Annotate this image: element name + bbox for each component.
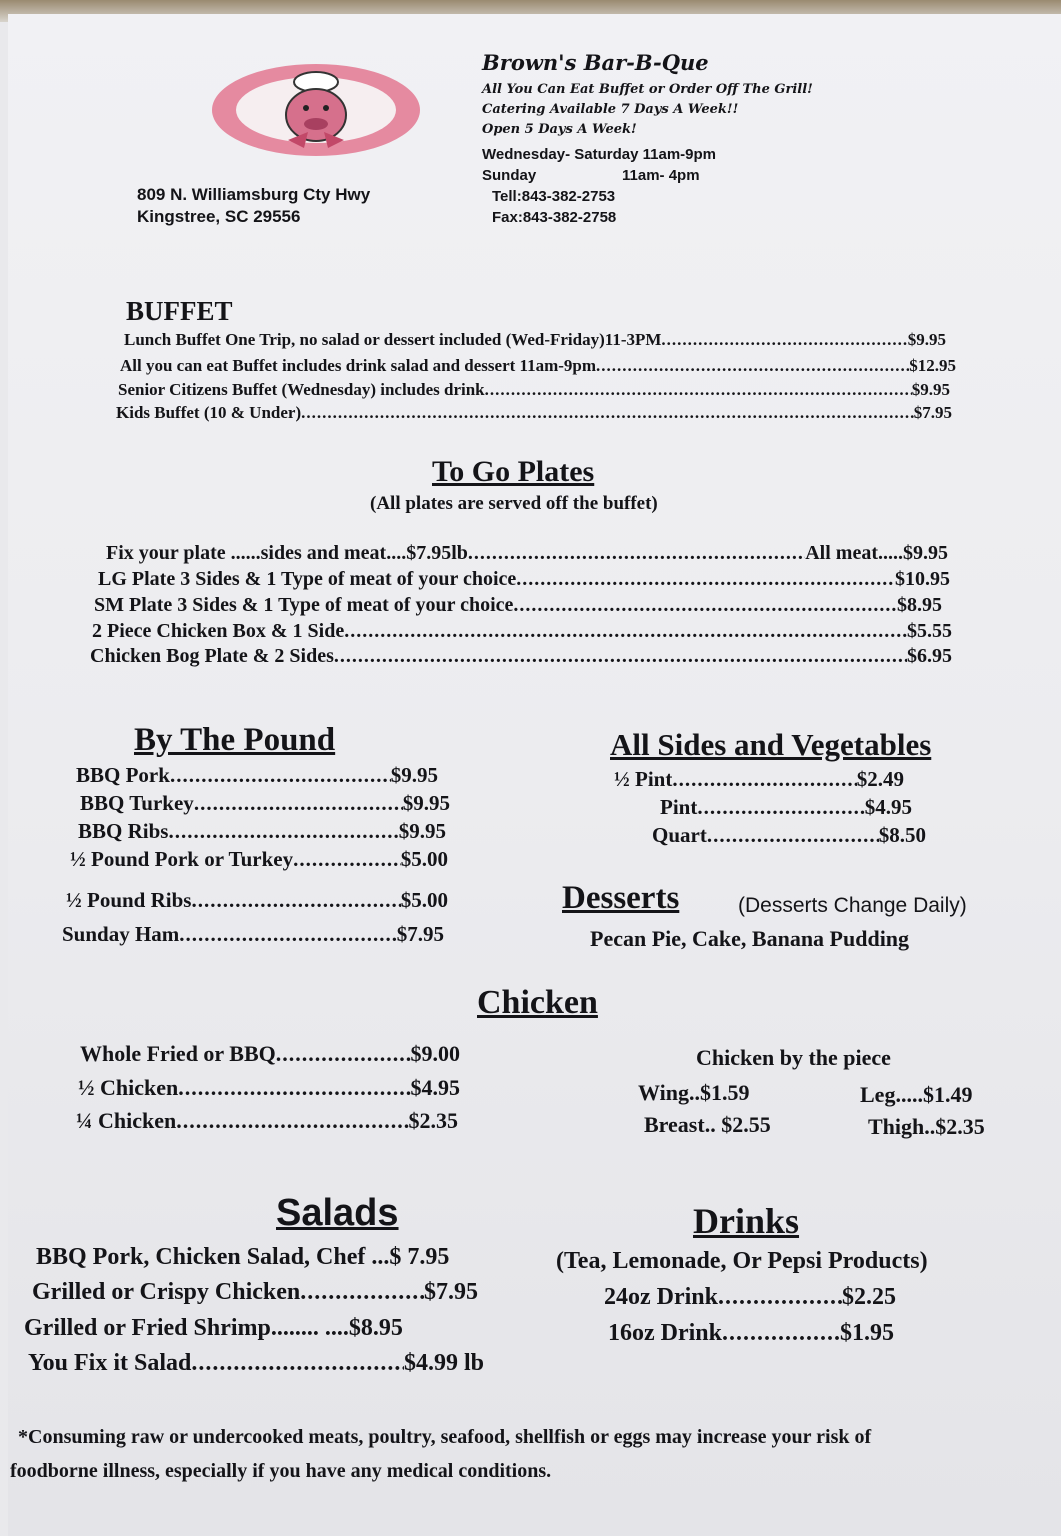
desserts-list: Pecan Pie, Cake, Banana Pudding <box>590 926 910 951</box>
dot-leader <box>596 356 909 376</box>
item-name: Sunday Ham <box>62 922 180 946</box>
item-name: Chicken Bog Plate & 2 Sides <box>90 645 334 667</box>
menu-item <box>98 568 950 591</box>
address-line: 809 N. Williamsburg Cty Hwy <box>137 185 371 204</box>
item-name: 24oz Drink <box>604 1284 718 1310</box>
dot-leader <box>293 847 401 872</box>
dot-leader <box>661 330 907 350</box>
item-name: You Fix it Salad <box>28 1350 192 1376</box>
chicken-piece: Thigh..$2.35 <box>868 1114 985 1139</box>
item-price: $12.95 <box>909 356 956 375</box>
item-name: ½ Pint <box>614 767 673 791</box>
hours-days: Sunday <box>482 167 537 184</box>
tagline: Open 5 Days A Week! <box>482 122 637 137</box>
item-name: 2 Piece Chicken Box & 1 Side <box>92 620 345 642</box>
dot-leader <box>722 1320 840 1347</box>
address-line: Kingstree, SC 29556 <box>137 207 301 226</box>
item-price: $8.95 <box>897 594 942 616</box>
item-name: SM Plate 3 Sides & 1 Type of meat of your choice <box>94 594 514 616</box>
menu-item <box>24 1315 482 1342</box>
menu-item <box>28 1350 484 1377</box>
menu-item <box>116 403 952 423</box>
item-name: Whole Fried or BBQ <box>80 1041 276 1066</box>
item-price: $7.95 <box>913 403 952 422</box>
item-price: $9.95 <box>390 763 438 787</box>
dot-leader <box>485 380 912 400</box>
item-price: $4.95 <box>410 1075 460 1100</box>
item-name: LG Plate 3 Sides & 1 Type of meat of your choice <box>98 568 517 590</box>
food-safety-disclaimer <box>10 1420 871 1488</box>
pound-heading: By The Pound <box>134 722 336 758</box>
dot-leader <box>191 1350 404 1377</box>
phone: Tell:843-382-2753 <box>492 188 616 205</box>
dot-leader <box>191 888 400 913</box>
item-price: $2.25 <box>842 1284 896 1310</box>
chicken-piece: Breast.. $2.55 <box>644 1112 771 1137</box>
item-name: ¼ Chicken <box>76 1108 177 1133</box>
item-price: $4.95 <box>864 795 912 819</box>
menu-item <box>124 330 946 350</box>
item-name: 16oz Drink <box>608 1320 722 1346</box>
item-name: All meat..... <box>805 542 903 564</box>
item-price: $9.95 <box>907 330 946 349</box>
item-price: $ 7.95 <box>389 1244 450 1270</box>
address <box>137 184 370 228</box>
item-price: $10.95 <box>895 568 950 590</box>
dot-leader <box>513 594 897 617</box>
dot-leader <box>697 795 864 820</box>
menu-item <box>614 767 904 792</box>
dot-leader <box>301 403 914 423</box>
taglines <box>482 80 813 140</box>
item-name: Fix your plate ......sides and meat....$7.95lb <box>106 542 468 564</box>
hours-time: 11am- 4pm <box>622 167 700 184</box>
item-name: Grilled or Fried Shrimp........ .... <box>24 1315 349 1341</box>
menu-item <box>652 823 926 848</box>
item-price: $9.95 <box>903 542 948 564</box>
chicken-piece-heading: Chicken by the piece <box>696 1045 891 1070</box>
item-price: $7.95 <box>396 922 444 946</box>
desserts-heading: Desserts <box>562 880 680 916</box>
dot-leader <box>300 1279 424 1306</box>
menu-item <box>604 1284 896 1311</box>
menu-item <box>62 922 444 947</box>
dot-leader <box>168 819 398 844</box>
item-name: Quart <box>652 823 707 847</box>
menu-item <box>660 795 912 820</box>
dot-leader <box>344 620 907 643</box>
chicken-heading: Chicken <box>477 984 598 1021</box>
item-name: ½ Pound Ribs <box>66 888 192 912</box>
menu-item <box>118 380 950 400</box>
item-name: BBQ Pork, Chicken Salad, Chef ... <box>36 1244 390 1270</box>
dot-leader <box>176 1108 408 1134</box>
item-price: $9.00 <box>410 1041 460 1066</box>
item-name: Kids Buffet (10 & Under) <box>116 403 302 422</box>
drinks-subtitle: (Tea, Lemonade, Or Pepsi Products) <box>556 1248 928 1274</box>
menu-item <box>36 1244 514 1271</box>
menu-item <box>80 791 450 816</box>
menu-item <box>78 1075 460 1101</box>
item-price: $2.35 <box>408 1108 458 1133</box>
chicken-piece: Wing..$1.59 <box>638 1080 750 1105</box>
item-price: $6.95 <box>907 645 952 667</box>
desserts-note: (Desserts Change Daily) <box>738 894 967 917</box>
item-price: $9.95 <box>398 819 446 843</box>
tagline: Catering Available 7 Days A Week!! <box>482 102 739 117</box>
item-name: Grilled or Crispy Chicken <box>32 1279 301 1305</box>
menu-item <box>70 847 448 872</box>
drinks-heading: Drinks <box>693 1201 800 1241</box>
menu-item <box>94 594 942 617</box>
item-name: All you can eat Buffet includes drink salad and dessert 11am-9pm <box>120 356 597 375</box>
fax: Fax:843-382-2758 <box>492 209 617 226</box>
menu-item <box>76 763 438 788</box>
dot-leader <box>178 1075 410 1101</box>
menu-item <box>66 888 448 913</box>
item-name: ½ Chicken <box>78 1075 179 1100</box>
buffet-heading: BUFFET <box>126 296 233 326</box>
restaurant-name: Brown's Bar-B-Que <box>482 50 709 75</box>
chicken-piece: Leg.....$1.49 <box>860 1082 973 1107</box>
hours-days: Wednesday- Saturday <box>482 146 639 163</box>
sides-heading: All Sides and Vegetables <box>610 727 932 762</box>
dot-leader <box>672 767 856 792</box>
hours-time: 11am-9pm <box>642 146 716 163</box>
item-name: BBQ Turkey <box>80 791 194 815</box>
disclaimer-line: *Consuming raw or undercooked meats, poultry, seafood, shellfish or eggs may increase your risk of <box>18 1426 872 1448</box>
item-price: $7.95 <box>424 1279 478 1305</box>
item-name: Lunch Buffet One Trip, no salad or dessert included (Wed-Friday)11-3PM <box>124 330 662 349</box>
dot-leader <box>276 1041 411 1067</box>
menu-item <box>90 645 952 668</box>
menu-item <box>32 1279 478 1306</box>
tagline: All You Can Eat Buffet or Order Off The Grill! <box>482 82 813 97</box>
dot-leader <box>516 568 895 591</box>
item-price: $2.49 <box>856 767 904 791</box>
item-price: $8.50 <box>878 823 926 847</box>
salads-heading: Salads <box>276 1192 399 1234</box>
item-price: $8.95 <box>348 1315 403 1341</box>
item-name: BBQ Ribs <box>78 819 169 843</box>
menu-item <box>92 620 952 643</box>
dot-leader <box>468 542 805 565</box>
item-price: $5.00 <box>400 888 448 912</box>
togo-heading: To Go Plates <box>432 455 595 488</box>
item-price: $9.95 <box>911 380 950 399</box>
hours <box>482 144 716 228</box>
item-name: Senior Citizens Buffet (Wednesday) includes drink <box>118 380 485 399</box>
dot-leader <box>334 645 907 668</box>
item-price: $5.55 <box>907 620 952 642</box>
menu-item <box>78 819 446 844</box>
togo-subtitle: (All plates are served off the buffet) <box>370 493 658 514</box>
pig-chef-logo <box>208 60 424 160</box>
item-price: $5.00 <box>400 847 448 871</box>
menu-item <box>608 1320 894 1347</box>
item-price: $9.95 <box>402 791 450 815</box>
menu-item <box>120 356 956 376</box>
item-name: Pint <box>660 795 698 819</box>
dot-leader <box>170 763 391 788</box>
item-name: BBQ Pork <box>76 763 170 787</box>
menu-item <box>80 1041 460 1067</box>
item-price: $4.99 lb <box>403 1350 484 1376</box>
item-name: ½ Pound Pork or Turkey <box>70 847 294 871</box>
dot-leader <box>718 1284 842 1311</box>
item-price: $1.95 <box>840 1320 894 1346</box>
menu-item <box>76 1108 458 1134</box>
dot-leader <box>194 791 403 816</box>
dot-leader <box>179 922 396 947</box>
disclaimer-line: foodborne illness, especially if you have any medical conditions. <box>10 1460 552 1482</box>
menu-item <box>106 542 948 565</box>
dot-leader <box>707 823 879 848</box>
